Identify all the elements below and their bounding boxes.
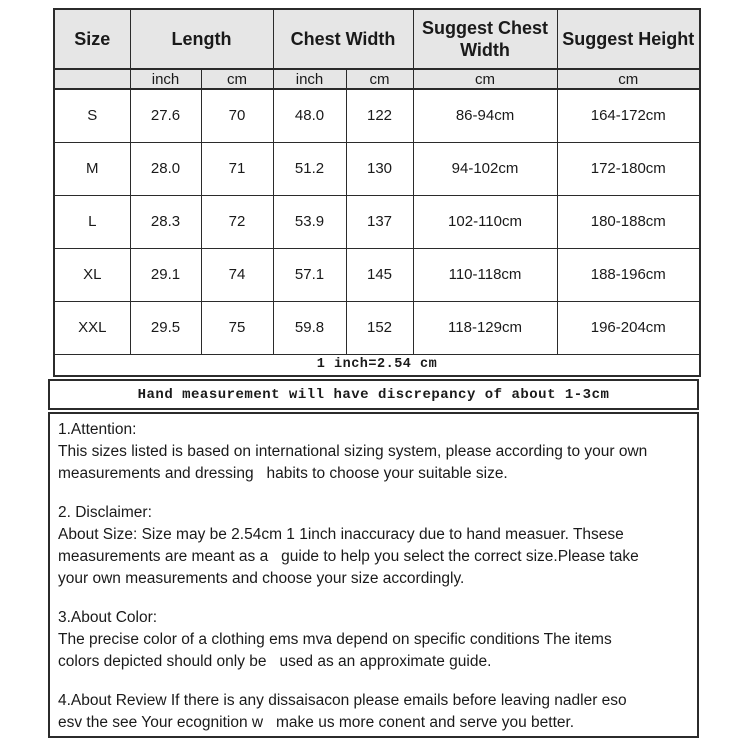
table-cell: 72 [201, 195, 273, 248]
table-cell: 137 [346, 195, 413, 248]
table-cell: 75 [201, 301, 273, 354]
subheader-suggest-height-cm: cm [557, 69, 700, 89]
table-cell: 57.1 [273, 248, 346, 301]
note-line: measurements and dressing habits to choose your suitable size. [58, 465, 508, 482]
hand-measurement-note-text: Hand measurement will have discrepancy of about 1-3cm [137, 386, 610, 403]
table-cell: 110-118cm [413, 248, 557, 301]
table-cell: 28.3 [130, 195, 201, 248]
note-about-review [58, 690, 689, 734]
conversion-note: 1 inch=2.54 cm [54, 354, 700, 376]
size-cell: S [54, 89, 130, 142]
header-length: Length [130, 9, 273, 69]
note-line: 4.About Review If there is any dissaisacon please emails before leaving nadler eso [58, 692, 627, 709]
note-line: 2. Disclaimer: [58, 504, 152, 521]
table-cell: 71 [201, 142, 273, 195]
table-cell: 51.2 [273, 142, 346, 195]
table-row-xxl [54, 301, 700, 354]
table-cell: 86-94cm [413, 89, 557, 142]
subheader-chest-cm: cm [346, 69, 413, 89]
table-cell: 145 [346, 248, 413, 301]
table-cell: 130 [346, 142, 413, 195]
table-header-row [54, 9, 700, 69]
note-about-color [58, 607, 689, 673]
table-cell: 118-129cm [413, 301, 557, 354]
note-disclaimer [58, 502, 689, 590]
table-row-xl [54, 248, 700, 301]
subheader-length-cm: cm [201, 69, 273, 89]
note-line: 1.Attention: [58, 421, 137, 438]
note-line: The precise color of a clothing ems mva depend on specific conditions The items [58, 631, 612, 648]
notes-section [48, 412, 699, 738]
header-size: Size [54, 9, 130, 69]
note-line: colors depicted should only be used as an approximate guide. [58, 653, 492, 670]
table-subheader-row [54, 69, 700, 89]
header-suggest-height: Suggest Height [557, 9, 700, 69]
size-cell: L [54, 195, 130, 248]
table-cell: 164-172cm [557, 89, 700, 142]
table-cell: 28.0 [130, 142, 201, 195]
table-cell: 59.8 [273, 301, 346, 354]
table-cell: 70 [201, 89, 273, 142]
table-cell: 102-110cm [413, 195, 557, 248]
hand-measurement-note [48, 379, 699, 410]
table-cell: 94-102cm [413, 142, 557, 195]
table-cell: 29.5 [130, 301, 201, 354]
size-cell: XL [54, 248, 130, 301]
table-row-l [54, 195, 700, 248]
note-line: This sizes listed is based on international sizing system, please according to your own [58, 443, 648, 460]
note-line: About Size: Size may be 2.54cm 1 1inch inaccuracy due to hand measuer. Thsese [58, 526, 624, 543]
note-line: your own measurements and choose your size accordingly. [58, 570, 465, 587]
header-chest-width: Chest Width [273, 9, 413, 69]
table-cell: 172-180cm [557, 142, 700, 195]
size-cell: XXL [54, 301, 130, 354]
conversion-note-row [54, 354, 700, 376]
table-cell: 180-188cm [557, 195, 700, 248]
table-row-m [54, 142, 700, 195]
table-row-s [54, 89, 700, 142]
note-line: measurements are meant as a guide to help you select the correct size.Please take [58, 548, 639, 565]
subheader-empty [54, 69, 130, 89]
table-cell: 196-204cm [557, 301, 700, 354]
note-attention [58, 419, 689, 485]
note-line: 3.About Color: [58, 609, 158, 626]
size-chart-table [53, 8, 701, 377]
table-cell: 188-196cm [557, 248, 700, 301]
subheader-length-inch: inch [130, 69, 201, 89]
table-cell: 29.1 [130, 248, 201, 301]
table-cell: 74 [201, 248, 273, 301]
header-suggest-chest-width: Suggest Chest Width [413, 9, 557, 69]
table-cell: 53.9 [273, 195, 346, 248]
table-cell: 27.6 [130, 89, 201, 142]
table-cell: 122 [346, 89, 413, 142]
table-cell: 152 [346, 301, 413, 354]
subheader-suggest-chest-cm: cm [413, 69, 557, 89]
subheader-chest-inch: inch [273, 69, 346, 89]
note-line: esv the see Your ecognition w make us more conent and serve you better. [58, 714, 575, 731]
size-cell: M [54, 142, 130, 195]
table-cell: 48.0 [273, 89, 346, 142]
